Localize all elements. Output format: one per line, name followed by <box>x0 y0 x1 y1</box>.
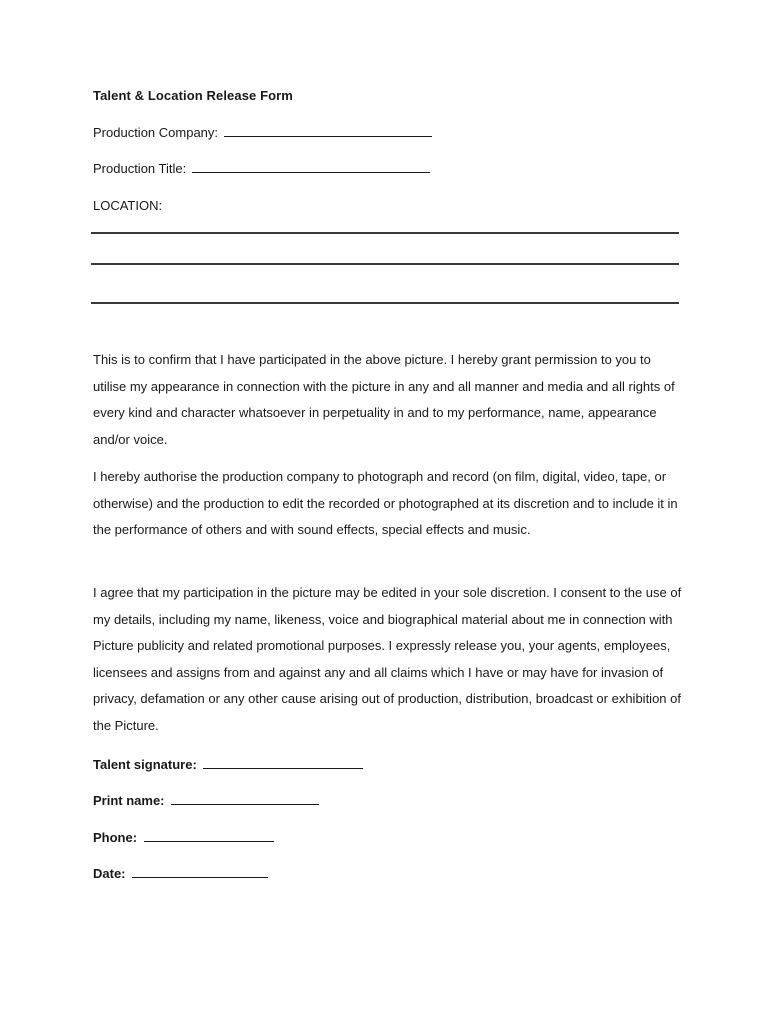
form-title: Talent & Location Release Form <box>93 88 293 103</box>
consent-paragraph-1: This is to confirm that I have participated in the above picture. I hereby grant permission to you to utilise my appearance in connection with the picture in any and all manner and media and all rights of every kind and character whatsoever in perpetuality in and to my performance, name, appearance and/or voice. <box>93 352 675 447</box>
location-line-2[interactable] <box>91 263 679 265</box>
production-title-label: Production Title: <box>93 161 187 176</box>
date-field <box>93 866 268 881</box>
date-label: Date: <box>93 866 126 881</box>
date-input-line[interactable] <box>132 866 268 878</box>
print-name-input-line[interactable] <box>171 793 319 805</box>
production-company-field <box>93 125 432 140</box>
production-title-field <box>93 161 430 176</box>
location-line-3[interactable] <box>91 302 679 304</box>
talent-signature-label: Talent signature: <box>93 757 197 772</box>
production-company-input-line[interactable] <box>224 125 432 137</box>
production-company-label: Production Company: <box>93 125 219 140</box>
talent-signature-input-line[interactable] <box>203 757 363 769</box>
consent-paragraph-2: I hereby authorise the production company to photograph and record (on film, digital, video, tape, or otherwise) and the production to edit the recorded or photographed at its discretion and to include it in the performance of others and with sound effects, special effects and music. <box>93 469 678 537</box>
production-title-input-line[interactable] <box>192 161 430 173</box>
print-name-field <box>93 793 319 808</box>
phone-input-line[interactable] <box>144 830 274 842</box>
talent-signature-field <box>93 757 363 772</box>
phone-field <box>93 830 274 845</box>
location-line-1[interactable] <box>91 232 679 234</box>
print-name-label: Print name: <box>93 793 165 808</box>
location-field <box>93 198 162 213</box>
location-label: LOCATION: <box>93 198 163 213</box>
phone-label: Phone: <box>93 830 138 845</box>
consent-paragraph-3: I agree that my participation in the picture may be edited in your sole discretion. I consent to the use of my details, including my name, likeness, voice and biographical material about me in connection with Picture publicity and related promotional purposes. I expressly release you, your agents, employees, licensees and assigns from and against any and all claims which I have or may have for invasion of privacy, defamation or any other cause arising out of production, distribution, broadcast or exhibition of the Picture. <box>93 585 682 733</box>
